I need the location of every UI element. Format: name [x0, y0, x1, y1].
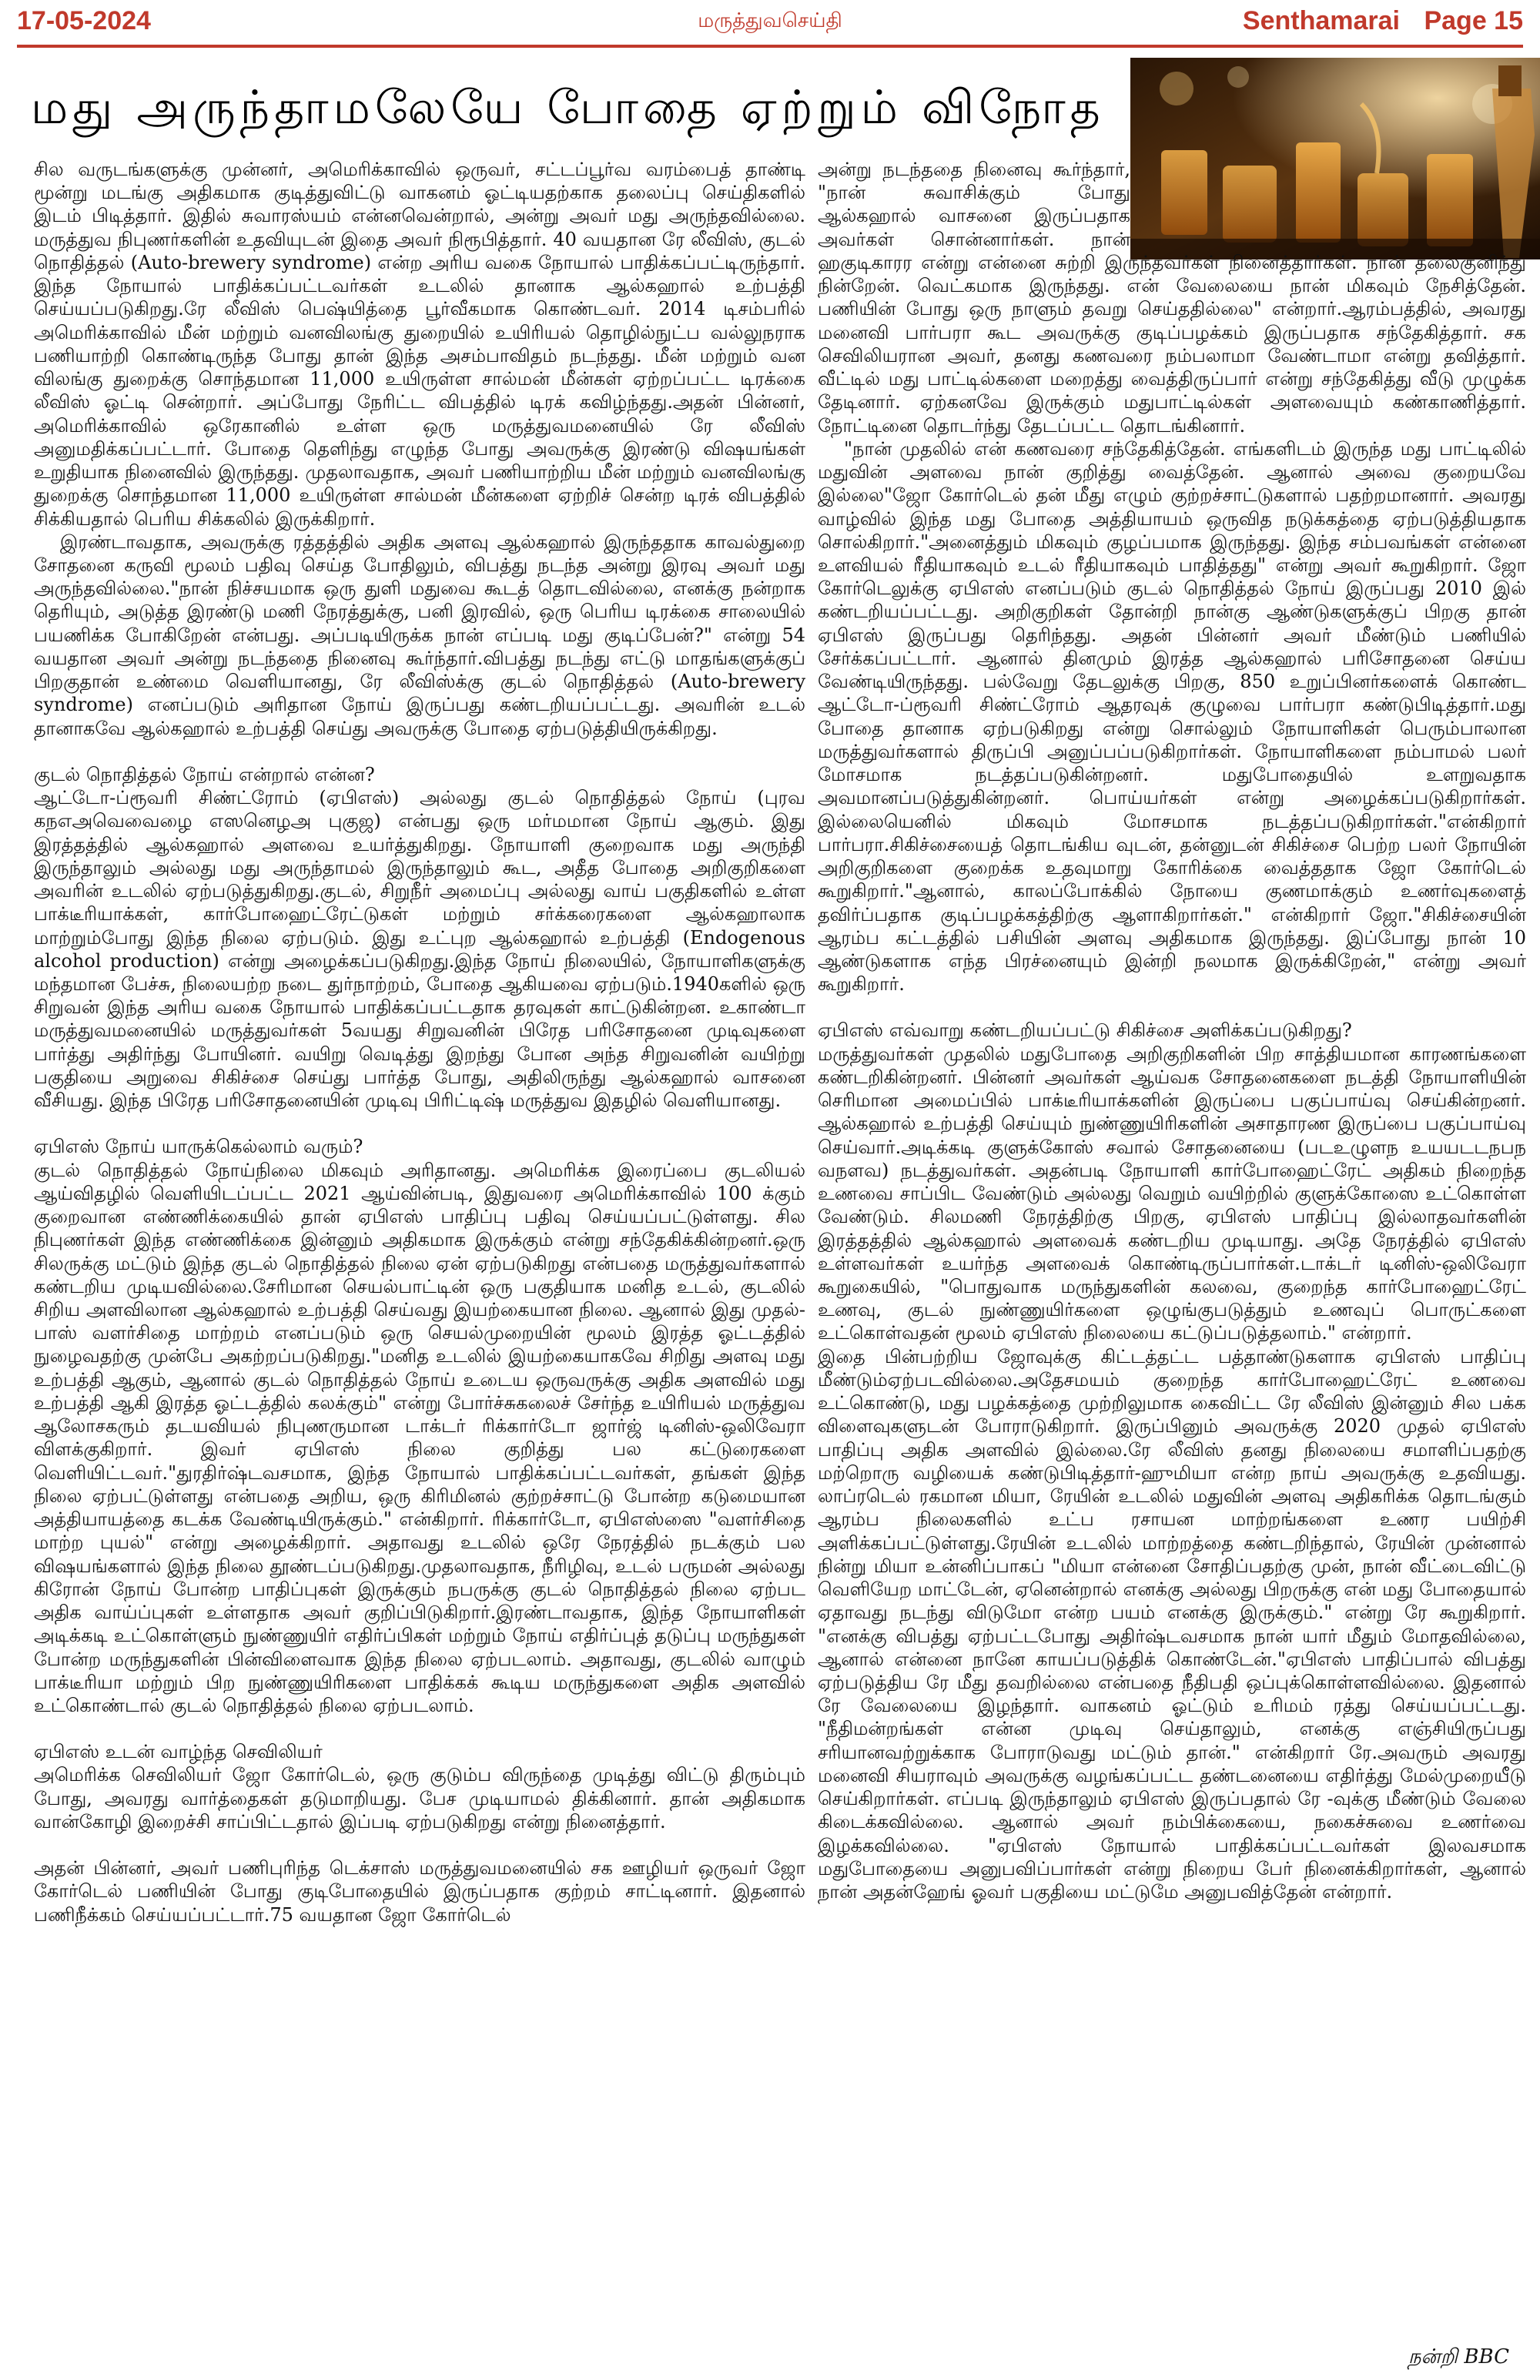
paper-name: Senthamarai: [1242, 6, 1400, 35]
credit-signature: நன்றி BBC: [1408, 2345, 1509, 2368]
article-paragraph: இரண்டாவதாக, அவருக்கு ரத்தத்தில் அதிக அளவு ஆல்கஹால் இருந்ததாக காவல்துறை சோதனை கருவி மூலம் பதிவு செய்த போதிலும், விபத்து நடந்த அன்று இரவு அவர் மது அருந்தவில்லை."நான் நிச்சயமாக ஒரு துளி மதுவை கூடத் தொடவில்லை, எனக்கு நன்றாக தெரியும், அடுத்த இரண்டு மணி நேரத்துக்கு, பனி இரவில், ஒரு பெரிய டிரக்கை சாலையில் பயணிக்க போகிறேன் என்பது. அப்படியிருக்க நான் எப்படி மது குடிப்பேன்?" என்று 54 வயதான அவர் அன்று நடந்ததை நினைவு கூர்ந்தார்.விபத்து நடந்து எட்டு மாதங்களுக்குப் பிறகுதான் உண்மை வெளியானது, ரே லீவிஸ்க்கு குடல் நொதித்தல் (Auto-brewery syndrome) எனப்படும் அரிதான நோய் இருப்பது கண்டறியப்பட்டது. அவரின் உடல் தானாகவே ஆல்கஹால் உற்பத்தி செய்து அவருக்கு போதை ஏற்படுத்தியிருக்கிறது.: [34, 531, 806, 739]
section-tagline: மருத்துவசெய்தி: [698, 9, 842, 32]
article-paragraph: அன்று நடந்ததை நினைவு கூர்ந்தார், "நான் சுவாசிக்கும் போது ஆல்கஹால் வாசனை இருப்பதாக அவர்கள் சொன்னார்கள். நான் ஹகுடிகாரர என்று என்னை சுற்றி இருந்தவர்கள் நினைத்தார்கள். நான் தலைகுனிந்து நின்றேன். வெட்கமாக இருந்தது. என் வேலையை நான் மிகவும் நேசித்தேன். பணியின் போது ஒரு நாளும் தவறு செய்ததில்லை" என்றார்.ஆரம்பத்தில், அவரது மனைவி பார்பரா கூட அவருக்கு குடிப்பழக்கம் இருப்பதாக சந்தேகித்தார். சக செவிலியரான அவர், தனது கணவரை நம்பலாமா வேண்டாமா என்று தவித்தார். வீட்டில் மது பாட்டில்களை மறைத்து வைத்திருப்பார் என்று சந்தேகித்து வீடு முழுக்க தேடினார். ஏற்கனவே இருக்கும் மதுபாட்டில்கள் அளவையும் கண்காணித்தார். நோட்டினை தொடர்ந்து தேடப்பட்ட தொடங்கினார்.: [818, 159, 1526, 437]
page-number: Page 15: [1424, 6, 1523, 35]
article-paragraph: சில வருடங்களுக்கு முன்னர், அமெரிக்காவில் ஒருவர், சட்டப்பூர்வ வரம்பைத் தாண்டி மூன்று மடங்கு அதிகமாக குடித்துவிட்டு வாகனம் ஓட்டியதற்காக தலைப்பு செய்திகளில் இடம் பிடித்தார். இதில் சுவாரஸ்யம் என்னவென்றால், அன்று அவர் மது அருந்தவில்லை. மருத்துவ நிபுணர்களின் உதவியுடன் இதை அவர் நிரூபித்தார். 40 வயதான ரே லீவிஸ், குடல் நொதித்தல் (Auto-brewery syndrome) என்ற அரிய வகை நோயால் பாதிக்கப்பட்டிருந்தார். இந்த நோயால் பாதிக்கப்பட்டவர்கள் உடலில் தானாக ஆல்கஹால் உற்பத்தி செய்யப்படுகிறது.ரே லீவிஸ் பெஷ்யித்தை பூர்வீகமாக கொண்டவர். 2014 டிசம்பரில் அமெரிக்காவில் மீன் மற்றும் வனவிலங்கு துறையில் உயிரியல் தொழில்நுட்ப வல்லுநராக பணியாற்றி கொண்டிருந்த போது தான் இந்த அசம்பாவிதம் நடந்தது. மீன் மற்றும் வன விலங்கு துறைக்கு சொந்தமான 11,000 உயிருள்ள சால்மன் மீன்கள் ஏற்றப்பட்ட டிரக்கை லீவிஸ் ஓட்டி சென்றார். அப்போது நேரிட்ட விபத்தில் டிரக் கவிழ்ந்தது.அதன் பின்னர், அமெரிக்காவில் ஒரேகானில் உள்ள ஒரு மருத்துவமனையில் ரே லீவிஸ் அனுமதிக்கப்பட்டார். போதை தெளிந்து எழுந்த போது அவருக்கு இரண்டு விஷயங்கள் உறுதியாக நினைவில் இருந்தது. முதலாவதாக, அவர் பணியாற்றிய மீன் மற்றும் வனவிலங்கு துறைக்கு சொந்தமான 11,000 உயிருள்ள சால்மன் மீன்களை ஏற்றிச் சென்ற டிரக் விபத்தில் சிக்கியதால் பெரிய சிக்கலில் இருக்கிறார்.: [34, 159, 806, 530]
article-paragraph: மருத்துவர்கள் முதலில் மதுபோதை அறிகுறிகளின் பிற சாத்தியமான காரணங்களை கண்டறிகின்றனர். பின்னர் அவர்கள் ஆய்வக சோதனைகளை நடத்தி நோயாளியின் செரிமான அமைப்பில் பாக்டீரியாக்களின் இருப்பை பகுப்பாய்வு செய்கின்றனர். ஆல்கஹால் உற்பத்தி செய்யும் நுண்ணுயிரிகளின் அசாதாரண இருப்பை பகுப்பாய்வு செய்வார்.அடிக்கடி குளுக்கோஸ் சவால் சோதனையை (படஉழுளந உயயடடநபந வநளவ) நடத்துவர்கள். அதன்படி நோயாளி கார்போஹைட்ரேட் அதிகம் நிறைந்த உணவை சாப்பிட வேண்டும் அல்லது வெறும் வயிற்றில் குளுக்கோஸை உட்கொள்ள வேண்டும். சிலமணி நேரத்திற்கு பிறகு, ஏபிஎஸ் பாதிப்பு இல்லாதவர்களின் இரத்தத்தில் ஆல்கஹால் அளவைக் கண்டறிய முடியாது. அதே நேரத்தில் ஏபிஎஸ் உள்ளவர்கள் உயர்ந்த அளவைக் கொண்டிருப்பார்கள்.டாக்டர் டினிஸ்-ஒலிவேரா கூறுகையில், "பொதுவாக மருந்துகளின் கலவை, குறைந்த கார்போஹைட்ரேட் உணவு, குடல் நுண்ணுயிர்களை ஒழுங்குபடுத்தும் உணவுப் பொருட்களை உட்கொள்வதன் மூலம் ஏபிஎஸ் நிலையை கட்டுப்படுத்தலாம்." என்றார்.: [818, 1043, 1526, 1344]
article-subheading: ஏபிஎஸ் எவ்வாறு கண்டறியப்பட்டு சிகிச்சை அளிக்கப்படுகிறது?: [818, 1019, 1352, 1042]
article-column-right: [818, 158, 1526, 1903]
article-paragraph: அதன் பின்னர், அவர் பணிபுரிந்த டெக்சாஸ் மருத்துவமனையில் சக ஊழியர் ஒருவர் ஜோ கோர்டெல் பணியின் போது குடிபோதையில் இருப்பதாக குற்றம் சாட்டினார். இதனால் பணிநீக்கம் செய்யப்பட்டார்.75 வயதான ஜோ கோர்டெல்: [34, 1857, 805, 1926]
issue-date: 17-05-2024: [17, 6, 151, 35]
page-header: [0, 0, 1540, 48]
article-paragraph: அமெரிக்க செவிலியர் ஜோ கோர்டெல், ஒரு குடும்ப விருந்தை முடித்து விட்டு திரும்பும் போது, அவரது வார்த்தைகள் தடுமாறியது. பேச முடியாமல் திக்கினார். தான் அதிகமாக வான்கோழி இறைச்சி சாப்பிட்டதால் இப்படி ஏற்படுகிறது என்று நினைத்தார்.: [34, 1764, 805, 1833]
article-headline: மது அருந்தாமலேயே போதை ஏற்றும் விநோத: [31, 81, 1105, 135]
article-subheading: ஏபிஎஸ் நோய் யாருக்கெல்லாம் வரும்?: [34, 1136, 363, 1158]
article-paragraph: "நான் முதலில் என் கணவரை சந்தேகித்தேன். எங்களிடம் இருந்த மது பாட்டிலில் மதுவின் அளவை நான் குறித்து வைத்தேன். ஆனால் அவை குறையவே இல்லை"ஜோ கோர்டெல் தன் மீது எழும் குற்றச்சாட்டுகளால் பதற்றமானார். அவரது வாழ்வில் இந்த மது போதை அத்தியாயம் ஒருவித நடுக்கத்தை ஏற்படுத்தியதாக சொல்கிறார்."அனைத்தும் மிகவும் குழப்பமாக இருந்தது. இந்த சம்பவங்கள் என்னை உளவியல் ரீதியாகவும் உடல் ரீதியாகவும் பாதித்தது" என்று அவர் கூறுகிறார். ஜோ கோர்டெலுக்கு ஏபிஎஸ் எனப்படும் குடல் நொதித்தல் நோய் இருப்பது 2010 இல் கண்டறியப்பட்டது. அறிகுறிகள் தோன்றி நான்கு ஆண்டுகளுக்குப் பிறகு தான் ஏபிஎஸ் இருப்பது தெரிந்தது. அதன் பின்னர் அவர் மீண்டும் பணியில் சேர்க்கப்பட்டார். ஆனால் தினமும் இரத்த ஆல்கஹால் பரிசோதனை செய்ய வேண்டியிருந்தது. பல்வேறு தேடலுக்கு பிறகு, 850 உறுப்பினர்களைக் கொண்ட ஆட்டோ-ப்ரூவரி சிண்ட்ரோம் ஆதரவுக் குழுவை பார்பரா கண்டுபிடித்தார்.மது போதை தானாக ஏற்படுகிறது என்று சொல்லும் நோயாளிகள் பெரும்பாலான மருத்துவர்களால் திருப்பி அனுப்பப்படுகிறார்கள். நோயாளிகளை நம்பாமல் பலர் மோசமாக நடத்தப்படுகின்றனர். மதுபோதையில் உளறுவதாக அவமானப்படுத்துகின்றனர். பொய்யர்கள் என்று அழைக்கப்படுகிறார்கள். இல்லையெனில் மிகவும் மோசமாக நடத்தப்படுகிறார்கள்."என்கிறார் பார்பரா.சிகிச்சையைத் தொடங்கிய வுடன், தன்னுடன் சிகிச்சை பெற்ற பலர் நோயின் அறிகுறிகளை குறைக்க உதவுமாறு கோரிக்கை வைத்ததாக ஜோ கோர்டெல் கூறுகிறார்."ஆனால், காலப்போக்கில் நோயை குணமாக்கும் உணர்வுகளைத் தவிர்ப்பதாக குடிப்பழக்கத்திற்கு ஆளாகிறார்கள்." என்கிறார் ஜோ."சிகிச்சையின் ஆரம்ப கட்டத்தில் பசியின் அளவு அதிகமாக இருந்தது. இப்போது நான் 10 ஆண்டுகளாக எந்த பிரச்னையும் இன்றி நலமாக இருக்கிறேன்," என்று அவர் கூறுகிறார்.: [818, 437, 1527, 996]
article-paragraph: இதை பின்பற்றிய ஜோவுக்கு கிட்டத்தட்ட பத்தாண்டுகளாக ஏபிஎஸ் பாதிப்பு மீண்டும்ஏற்படவில்லை.அதேசமயம் குறைந்த கார்போஹைட்ரேட் உணவை உட்கொண்டு, மது பழக்கத்தை முற்றிலுமாக கைவிட்ட ரே லீவிஸ் இன்னும் சில பக்க விளைவுகளுடன் போராடுகிறார். இருப்பினும் அவருக்கு 2020 முதல் ஏபிஎஸ் பாதிப்பு அதிக அளவில் இல்லை.ரே லீவிஸ் தனது நிலையை சமாளிப்பதற்கு மற்றொரு வழியைக் கண்டுபிடித்தார்-ஹுமியா என்ற நாய் அவருக்கு உதவியது. லாப்ரடெல் ரகமான மியா, ரேயின் உடலில் மதுவின் அளவு அதிகரிக்க தொடங்கும் ஆரம்ப நிலைகளில் உட்ப ரசாயன மாற்றங்களை உணர பயிற்சி அளிக்கப்பட்டுள்ளது.ரேயின் உடலில் மாற்றத்தை கண்டறிந்தால், ரேயின் முன்னால் நின்று மியா உன்னிப்பாகப் "மியா என்னை சோதிப்பதற்கு முன், நான் வீட்டைவிட்டு வெளியேற மாட்டேன், ஏனென்றால் எனக்கு அல்லது பிறருக்கு என் மது போதையால் ஏதாவது நடந்து விடுமோ என்ற பயம் எனக்கு இருக்கும்." என்று ரே கூறுகிறார். "எனக்கு விபத்து ஏற்பட்டபோது அதிர்ஷ்டவசமாக நான் யார் மீதும் மோதவில்லை, ஆனால் என்னை நானே காயப்படுத்திக் கொண்டேன்."ஏபிஎஸ் பாதிப்பால் விபத்து ஏற்படுத்திய ரே மீது தவறில்லை என்பதை நீதிபதி ஒப்புக்கொள்ளவில்லை. இதனால் ரே வேலையை இழந்தார். வாகனம் ஓட்டும் உரிமம் ரத்து செய்யப்பட்டது. "நீதிமன்றங்கள் என்ன முடிவு செய்தாலும், எனக்கு எஞ்சியிருப்பது சரியானவற்றுக்காக போராடுவது மட்டும் தான்." என்கிறார் ரே.அவரும் அவரது மனைவி சியராவும் அவருக்கு வழங்கப்பட்ட தண்டனையை எதிர்த்து மேல்முறையீடு செய்கிறார்கள். எப்படி இருந்தாலும் ஏபிஎஸ் இருப்பதால் ரே -வுக்கு மீண்டும் வேலை கிடைக்கவில்லை. ஆனால் அவர் நம்பிக்கையை, நகைச்சுவை உணர்வை இழக்கவில்லை. "ஏபிஎஸ் நோயால் பாதிக்கப்பட்டவர்கள் இலவசமாக மதுபோதையை அனுபவிப்பார்கள் என்று நிறைய பேர் நினைக்கிறார்கள், ஆனால் நான் அதன்ஹேங் ஓவர் பகுதியை மட்டுமே அனுபவித்தேன் என்றார்.: [818, 1345, 1527, 1903]
article-paragraph: ஆட்டோ-ப்ரூவரி சிண்ட்ரோம் (ஏபிஎஸ்) அல்லது குடல் நொதித்தல் நோய் (புரவ கநஎஅவெவைழை எஸனெழஅ புகுஜ) என்பது ஒரு மர்மமான நோய் ஆகும். இது இரத்தத்தில் ஆல்கஹால் அளவை உயர்த்துகிறது. நோயாளி குறைவாக மது அருந்தி இருந்தாலும் அல்லது மது அருந்தாமல் இருந்தாலும் கூட, அதீத போதை அறிகுறிகளை அவரின் உடலில் ஏற்படுத்துகிறது.குடல், சிறுநீர் அமைப்பு அல்லது வாய் பகுதிகளில் உள்ள பாக்டீரியாக்கள், கார்போஹைட்ரேட்டுகள் மற்றும் சர்க்கரைகளை ஆல்கஹாலாக மாற்றும்போது இந்த நிலை ஏற்படும். இது உட்புற ஆல்கஹால் உற்பத்தி (Endogenous alcohol production) என்று அழைக்கப்படுகிறது.இந்த நோய் நிலையில், நோயாளிகளுக்கு மந்தமான பேச்சு, நிலையற்ற நடை துர்நாற்றம், போதை ஆகியவை ஏற்படும்.1940களில் ஒரு சிறுவன் இந்த அரிய வகை நோயால் பாதிக்கப்பட்டதாக தரவுகள் காட்டுகின்றன. உகாண்டா மருத்துவமனையில் மருத்துவர்கள் 5வயது சிறுவனின் பிரேத பரிசோதனை முடிவுகளை பார்த்து அதிர்ந்து போயினர். வயிறு வெடித்து இறந்து போன அந்த சிறுவனின் வயிற்று பகுதியை அறுவை சிகிச்சை செய்து பார்த்த போது, அதிலிருந்து ஆல்கஹால் வாசனை வீசியது. இந்த பிரேத பரிசோதனையின் முடிவு பிரிட்டிஷ் மருத்துவ இதழில் வெளியானது.: [34, 787, 805, 1112]
article-paragraph: குடல் நொதித்தல் நோய்நிலை மிகவும் அரிதானது. அமெரிக்க இரைப்பை குடலியல் ஆய்விதழில் வெளியிடப்பட்ட 2021 ஆய்வின்படி, இதுவரை அமெரிக்காவில் 100 க்கும் குறைவான எண்ணிக்கையில் தான் ஏபிஎஸ் பாதிப்பு பதிவு செய்யப்பட்டுள்ளது. சில நிபுணர்கள் இந்த எண்ணிக்கை இன்னும் அதிகமாக இருக்கும் என்று சந்தேகிக்கின்றனர்.ஒரு சிலருக்கு மட்டும் இந்த குடல் நொதித்தல் நிலை ஏன் ஏற்படுகிறது என்பதை மருத்துவர்களால் கண்டறிய முடியவில்லை.சேரிமான செயல்பாட்டின் ஒரு பகுதியாக மனித உடல், குடலில் சிறிய அளவிலான ஆல்கஹால் உற்பத்தி செய்வது இயற்கையான நிலை. ஆனால் இது முதல்-பாஸ் வளர்சிதை மாற்றம் எனப்படும் ஒரு செயல்முறையின் மூலம் இரத்த ஓட்டத்தில் நுழைவதற்கு முன்பே அகற்றப்படுகிறது."மனித உடலில் இயற்கையாகவே சிறிது அளவு மது உற்பத்தி ஆகும், ஆனால் குடல் நொதித்தல் நோய் உடைய ஒருவருக்கு அதிக அளவில் மது உற்பத்தி ஆகி இரத்த ஓட்டத்தில் கலக்கும்" என்று போர்ச்சுகலைச் சேர்ந்த உயிரியல் மருத்துவ ஆலோசகரும் தடயவியல் நிபுணருமான டாக்டர் ரிக்கார்டோ ஜார்ஜ் டினிஸ்-ஒலிவேரா விளக்குகிறார். இவர் ஏபிஎஸ் நிலை குறித்து பல கட்டுரைகளை வெளியிட்டவர்."துரதிர்ஷ்டவசமாக, இந்த நோயால் பாதிக்கப்பட்டவர்கள், தங்கள் இந்த நிலை ஏற்பட்டுள்ளது என்பதை அறிய, ஒரு கிரிமினல் குற்றச்சாட்டு போன்ற கடுமையான அத்தியாயத்தை கடக்க வேண்டியிருக்கும்." என்கிறார். ரிக்கார்டோ, ஏபிஎஸ்ஸை "வளர்சிதை மாற்ற புயல்" என்று அழைக்கிறார். அதாவது உடலில் ஒரே நேரத்தில் நடக்கும் பல விஷயங்களால் இந்த நிலை தூண்டப்படுகிறது.முதலாவதாக, நீரிழிவு, உடல் பருமன் அல்லது கிரோன் நோய் போன்ற பாதிப்புகள் இருக்கும் நபருக்கு குடல் நொதித்தல் நிலை ஏற்பட அதிக வாய்ப்புகள் உள்ளதாக அவர் குறிப்பிடுகிறார்.இரண்டாவதாக, இந்த நோயாளிகள் அடிக்கடி உட்கொள்ளும் நுண்ணுயிர் எதிர்ப்பிகள் மற்றும் நோய் எதிர்ப்புத் தடுப்பு மருந்துகள் போன்ற மருந்துகளின் பின்விளைவாக இந்த நிலை ஏற்படலாம். அதாவது, குடலில் வாழும் பாக்டீரியா மற்றும் பிற நுண்ணுயிரிகளை பாதிக்கக் கூடிய மருந்துகளை அதிக அளவில் உட்கொண்டால் குடல் நொதித்தல் நிலை ஏற்படலாம்.: [34, 1159, 805, 1716]
article-subheading: ஏபிஎஸ் உடன் வாழ்ந்த செவிலியர்: [34, 1741, 323, 1763]
photo-float-spacer: [1130, 158, 1526, 249]
header-rule: [17, 45, 1523, 48]
article-column-left: [34, 158, 805, 1926]
article-subheading: குடல் நொதித்தல் நோய் என்றால் என்ன?: [34, 763, 375, 785]
